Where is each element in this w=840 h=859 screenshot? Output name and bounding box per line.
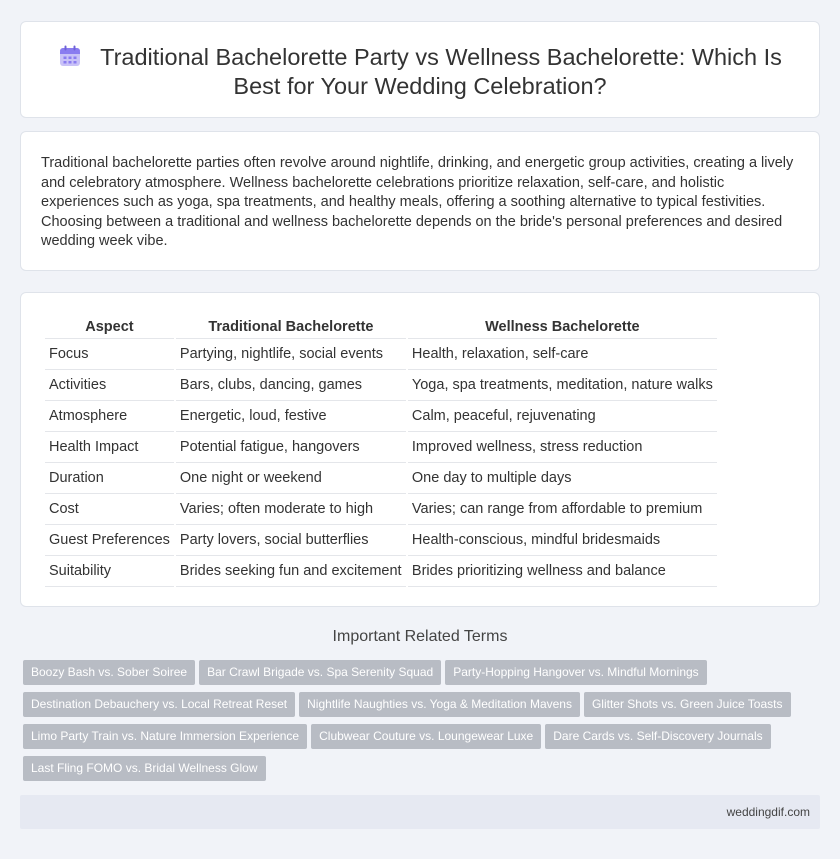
table-header-row — [45, 317, 717, 339]
cell-aspect: Suitability — [45, 556, 174, 587]
related-tags — [23, 660, 803, 788]
cell-wellness: Calm, peaceful, rejuvenating — [408, 401, 717, 432]
cell-traditional: Bars, clubs, dancing, games — [176, 370, 406, 401]
cell-aspect: Cost — [45, 494, 174, 525]
calendar-icon — [58, 44, 82, 68]
cell-traditional: Varies; often moderate to high — [176, 494, 406, 525]
intro-card — [20, 131, 820, 271]
table-row — [45, 463, 717, 494]
cell-traditional: Potential fatigue, hangovers — [176, 432, 406, 463]
table-row — [45, 525, 717, 556]
header-aspect: Aspect — [45, 317, 174, 339]
cell-wellness: Brides prioritizing wellness and balance — [408, 556, 717, 587]
table-row — [45, 494, 717, 525]
related-tag[interactable]: Bar Crawl Brigade vs. Spa Serenity Squad — [199, 660, 441, 685]
cell-traditional: Energetic, loud, festive — [176, 401, 406, 432]
table-row — [45, 556, 717, 587]
cell-aspect: Activities — [45, 370, 174, 401]
cell-wellness: Health, relaxation, self-care — [408, 339, 717, 370]
related-tag[interactable]: Boozy Bash vs. Sober Soiree — [23, 660, 195, 685]
related-tag[interactable]: Party-Hopping Hangover vs. Mindful Mornings — [445, 660, 706, 685]
cell-aspect: Atmosphere — [45, 401, 174, 432]
related-tag[interactable]: Glitter Shots vs. Green Juice Toasts — [584, 692, 791, 717]
related-tag[interactable]: Clubwear Couture vs. Loungewear Luxe — [311, 724, 541, 749]
title-card — [20, 21, 820, 118]
intro-paragraph: Traditional bachelorette parties often revolve around nightlife, drinking, and energetic group activities, creating a lively and celebratory atmosphere. Wellness bachelorette celebrations prioritize relaxation, self-care, and holistic experiences such as yoga, spa treatments, and healthy meals, offering a soothing alternative to typical festivities. Choosing between a traditional and wellness bachelorette depends on the bride's personal preferences and desired wedding week vibe. — [41, 155, 794, 250]
cell-wellness: Health-conscious, mindful bridesmaids — [408, 525, 717, 556]
related-tag[interactable]: Destination Debauchery vs. Local Retreat Reset — [23, 692, 295, 717]
page-title-wrap — [21, 43, 819, 101]
cell-traditional: Brides seeking fun and excitement — [176, 556, 406, 587]
cell-traditional: Partying, nightlife, social events — [176, 339, 406, 370]
footer-site[interactable]: weddingdif.com — [726, 805, 810, 819]
table-row — [45, 432, 717, 463]
header-wellness: Wellness Bachelorette — [408, 317, 717, 339]
cell-wellness: Yoga, spa treatments, meditation, nature walks — [408, 370, 717, 401]
cell-traditional: One night or weekend — [176, 463, 406, 494]
cell-aspect: Guest Preferences — [45, 525, 174, 556]
cell-aspect: Health Impact — [45, 432, 174, 463]
related-tag[interactable]: Dare Cards vs. Self-Discovery Journals — [545, 724, 770, 749]
cell-aspect: Duration — [45, 463, 174, 494]
table-row — [45, 401, 717, 432]
table-row — [45, 339, 717, 370]
cell-traditional: Party lovers, social butterflies — [176, 525, 406, 556]
related-terms-title: Important Related Terms — [332, 628, 508, 645]
footer — [20, 795, 820, 829]
cell-wellness: Improved wellness, stress reduction — [408, 432, 717, 463]
comparison-card — [20, 292, 820, 607]
page-title: Traditional Bachelorette Party vs Wellness Bachelorette: Which Is Best for Your Wedding Celebration? — [100, 44, 782, 99]
cell-aspect: Focus — [45, 339, 174, 370]
comparison-table — [43, 317, 719, 587]
related-tag[interactable]: Nightlife Naughties vs. Yoga & Meditation Mavens — [299, 692, 580, 717]
table-row — [45, 370, 717, 401]
header-traditional: Traditional Bachelorette — [176, 317, 406, 339]
cell-wellness: One day to multiple days — [408, 463, 717, 494]
related-tag[interactable]: Limo Party Train vs. Nature Immersion Experience — [23, 724, 307, 749]
cell-wellness: Varies; can range from affordable to premium — [408, 494, 717, 525]
related-tag[interactable]: Last Fling FOMO vs. Bridal Wellness Glow — [23, 756, 266, 781]
